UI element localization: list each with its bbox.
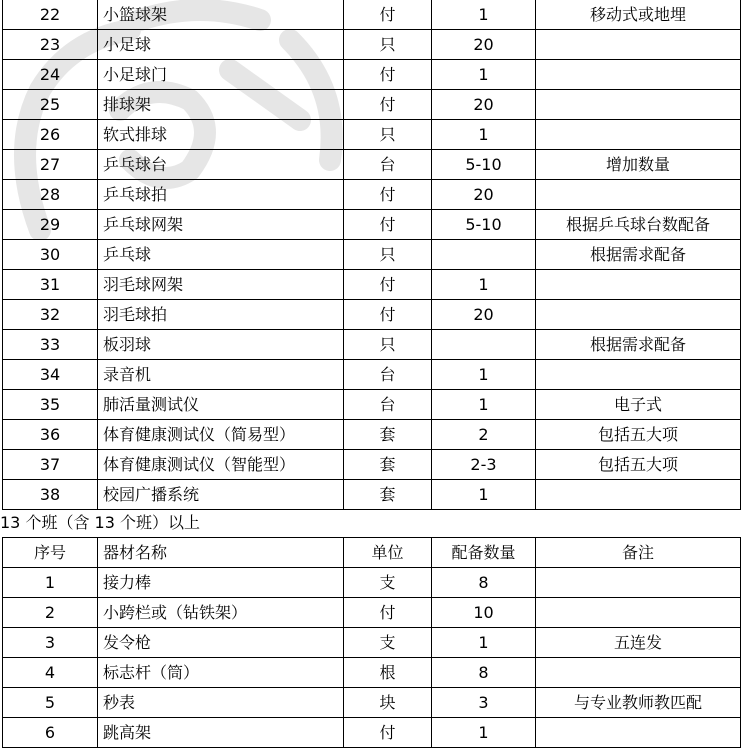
quantity <box>432 330 536 360</box>
row-number: 28 <box>3 180 98 210</box>
equipment-name: 秒表 <box>98 688 344 718</box>
unit: 套 <box>344 450 432 480</box>
table-row <box>3 568 741 598</box>
note <box>536 270 741 300</box>
row-number: 3 <box>3 628 98 658</box>
table-row <box>3 718 741 748</box>
equipment-table-13-classes <box>2 537 741 748</box>
note: 包括五大项 <box>536 420 741 450</box>
quantity: 1 <box>432 480 536 510</box>
table-header-row <box>3 538 741 568</box>
unit: 只 <box>344 120 432 150</box>
equipment-name: 乒乓球 <box>98 240 344 270</box>
equipment-name: 接力棒 <box>98 568 344 598</box>
unit: 付 <box>344 718 432 748</box>
note <box>536 180 741 210</box>
quantity: 3 <box>432 688 536 718</box>
quantity: 20 <box>432 180 536 210</box>
unit: 块 <box>344 688 432 718</box>
note <box>536 30 741 60</box>
quantity: 5-10 <box>432 150 536 180</box>
quantity: 5-10 <box>432 210 536 240</box>
quantity: 1 <box>432 0 536 30</box>
equipment-name: 小足球 <box>98 30 344 60</box>
unit: 付 <box>344 210 432 240</box>
row-number: 26 <box>3 120 98 150</box>
table-row <box>3 120 741 150</box>
note: 与专业教师教匹配 <box>536 688 741 718</box>
note <box>536 568 741 598</box>
unit: 付 <box>344 90 432 120</box>
table-row <box>3 658 741 688</box>
header-name: 器材名称 <box>98 538 344 568</box>
unit: 只 <box>344 240 432 270</box>
equipment-name: 校园广播系统 <box>98 480 344 510</box>
equipment-name: 小跨栏或（钻铁架） <box>98 598 344 628</box>
quantity <box>432 240 536 270</box>
unit: 台 <box>344 390 432 420</box>
table-row <box>3 30 741 60</box>
equipment-name: 录音机 <box>98 360 344 390</box>
unit: 套 <box>344 480 432 510</box>
table-row <box>3 0 741 30</box>
quantity: 20 <box>432 90 536 120</box>
equipment-name: 跳高架 <box>98 718 344 748</box>
row-number: 2 <box>3 598 98 628</box>
row-number: 36 <box>3 420 98 450</box>
equipment-name: 小足球门 <box>98 60 344 90</box>
row-number: 27 <box>3 150 98 180</box>
equipment-name: 标志杆（筒） <box>98 658 344 688</box>
table-row <box>3 360 741 390</box>
table-row <box>3 330 741 360</box>
table-row <box>3 90 741 120</box>
quantity: 1 <box>432 628 536 658</box>
note <box>536 598 741 628</box>
quantity: 8 <box>432 568 536 598</box>
unit: 付 <box>344 300 432 330</box>
note: 根据乒乓球台数配备 <box>536 210 741 240</box>
table-row <box>3 270 741 300</box>
equipment-name: 体育健康测试仪（简易型） <box>98 420 344 450</box>
quantity: 8 <box>432 658 536 688</box>
unit: 付 <box>344 60 432 90</box>
table-row <box>3 420 741 450</box>
note <box>536 480 741 510</box>
quantity: 1 <box>432 270 536 300</box>
note: 包括五大项 <box>536 450 741 480</box>
table-row <box>3 300 741 330</box>
note: 根据需求配备 <box>536 330 741 360</box>
table-row <box>3 150 741 180</box>
note <box>536 718 741 748</box>
quantity: 1 <box>432 718 536 748</box>
row-number: 6 <box>3 718 98 748</box>
unit: 支 <box>344 568 432 598</box>
header-note: 备注 <box>536 538 741 568</box>
quantity: 2 <box>432 420 536 450</box>
table-row <box>3 210 741 240</box>
header-unit: 单位 <box>344 538 432 568</box>
note <box>536 300 741 330</box>
row-number: 37 <box>3 450 98 480</box>
note <box>536 90 741 120</box>
equipment-name: 体育健康测试仪（智能型） <box>98 450 344 480</box>
equipment-name: 小篮球架 <box>98 0 344 30</box>
unit: 支 <box>344 628 432 658</box>
row-number: 23 <box>3 30 98 60</box>
quantity: 1 <box>432 360 536 390</box>
equipment-name: 肺活量测试仪 <box>98 390 344 420</box>
unit: 台 <box>344 360 432 390</box>
row-number: 38 <box>3 480 98 510</box>
row-number: 33 <box>3 330 98 360</box>
unit: 付 <box>344 598 432 628</box>
equipment-name: 排球架 <box>98 90 344 120</box>
unit: 付 <box>344 180 432 210</box>
equipment-name: 乒乓球网架 <box>98 210 344 240</box>
equipment-name: 板羽球 <box>98 330 344 360</box>
unit: 只 <box>344 330 432 360</box>
row-number: 5 <box>3 688 98 718</box>
unit: 付 <box>344 270 432 300</box>
unit: 套 <box>344 420 432 450</box>
quantity: 1 <box>432 60 536 90</box>
table-row <box>3 688 741 718</box>
unit: 付 <box>344 0 432 30</box>
row-number: 32 <box>3 300 98 330</box>
section-caption: 13 个班（含 13 个班）以上 <box>0 513 200 532</box>
equipment-name: 发令枪 <box>98 628 344 658</box>
header-number: 序号 <box>3 538 98 568</box>
note: 根据需求配备 <box>536 240 741 270</box>
equipment-name: 软式排球 <box>98 120 344 150</box>
equipment-name: 羽毛球网架 <box>98 270 344 300</box>
note <box>536 120 741 150</box>
equipment-table-continued <box>2 0 741 510</box>
row-number: 25 <box>3 90 98 120</box>
row-number: 34 <box>3 360 98 390</box>
quantity: 20 <box>432 30 536 60</box>
quantity: 2-3 <box>432 450 536 480</box>
row-number: 22 <box>3 0 98 30</box>
row-number: 35 <box>3 390 98 420</box>
note <box>536 658 741 688</box>
equipment-name: 羽毛球拍 <box>98 300 344 330</box>
header-quantity: 配备数量 <box>432 538 536 568</box>
table-row <box>3 480 741 510</box>
table-row <box>3 240 741 270</box>
table-row <box>3 180 741 210</box>
table-row <box>3 598 741 628</box>
row-number: 24 <box>3 60 98 90</box>
note <box>536 60 741 90</box>
row-number: 29 <box>3 210 98 240</box>
note: 增加数量 <box>536 150 741 180</box>
table-row <box>3 450 741 480</box>
unit: 台 <box>344 150 432 180</box>
note: 移动式或地埋 <box>536 0 741 30</box>
quantity: 10 <box>432 598 536 628</box>
row-number: 31 <box>3 270 98 300</box>
table-row <box>3 628 741 658</box>
row-number: 4 <box>3 658 98 688</box>
quantity: 1 <box>432 120 536 150</box>
quantity: 1 <box>432 390 536 420</box>
row-number: 30 <box>3 240 98 270</box>
unit: 只 <box>344 30 432 60</box>
note: 五连发 <box>536 628 741 658</box>
note <box>536 360 741 390</box>
quantity: 20 <box>432 300 536 330</box>
table-row <box>3 60 741 90</box>
row-number: 1 <box>3 568 98 598</box>
table-row <box>3 390 741 420</box>
unit: 根 <box>344 658 432 688</box>
equipment-name: 乒乓球拍 <box>98 180 344 210</box>
equipment-name: 乒乓球台 <box>98 150 344 180</box>
note: 电子式 <box>536 390 741 420</box>
